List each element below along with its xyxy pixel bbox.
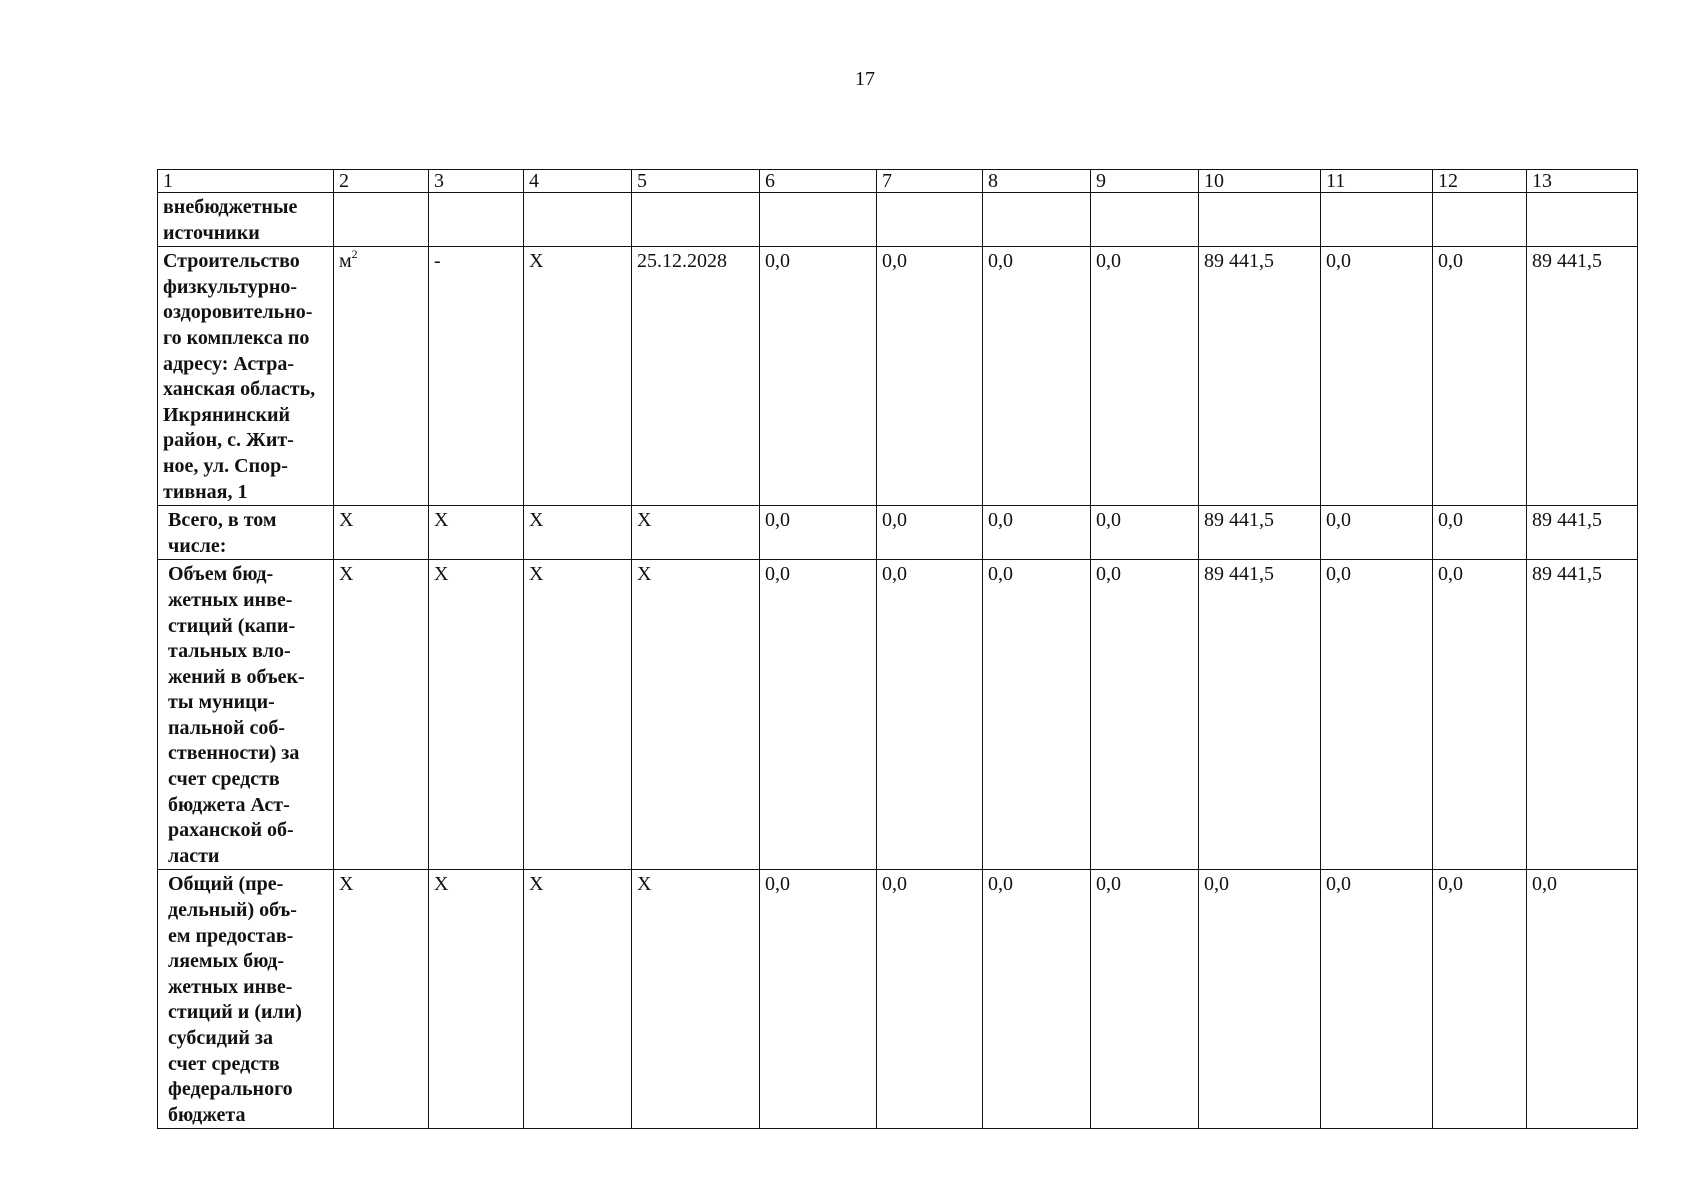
table-cell: Х: [524, 247, 632, 506]
table-cell: 0,0: [983, 247, 1091, 506]
table-cell: 0,0: [1433, 870, 1527, 1129]
table-row: [158, 560, 1638, 870]
table-cell: Х: [632, 560, 760, 870]
table-cell: 0,0: [1321, 560, 1433, 870]
table-cell: 0,0: [1321, 247, 1433, 506]
unit-superscript: 2: [351, 247, 358, 262]
table-cell: 0,0: [983, 506, 1091, 560]
table-cell: Х: [429, 560, 524, 870]
row-label-line: ласти: [168, 844, 220, 867]
table-cell: Х: [334, 560, 429, 870]
row-label-line: стиций (капи-: [168, 614, 296, 637]
table-cell: 0,0: [1091, 247, 1199, 506]
table-cell: [1321, 193, 1433, 247]
table-cell: 0,0: [877, 870, 983, 1129]
table-cell: Х: [524, 560, 632, 870]
row-label-line: ляемых бюд-: [168, 950, 285, 973]
column-number: 12: [1433, 170, 1527, 193]
table-cell: [429, 193, 524, 247]
row-label-line: го комплекса по: [163, 326, 310, 349]
table-cell: 25.12.2028: [632, 247, 760, 506]
row-label-line: оздоровительно-: [163, 301, 313, 324]
row-label-line: Объем бюд-: [168, 563, 274, 586]
table-cell: Х: [632, 870, 760, 1129]
table-cell: [1433, 193, 1527, 247]
row-label-line: дельный) объ-: [168, 899, 297, 922]
table-cell: Х: [524, 506, 632, 560]
row-label-line: тальных вло-: [168, 640, 291, 663]
table-cell: 0,0: [760, 870, 877, 1129]
column-number: 13: [1527, 170, 1638, 193]
table-cell: 0,0: [760, 247, 877, 506]
table-cell: 0,0: [1433, 506, 1527, 560]
table-row: [158, 193, 1638, 247]
row-label: [158, 193, 334, 247]
table-cell: Х: [524, 870, 632, 1129]
table-cell: 0,0: [1527, 870, 1638, 1129]
row-label-line: физкультурно-: [163, 275, 298, 298]
column-number: 2: [334, 170, 429, 193]
row-label-line: раханской об-: [168, 819, 294, 842]
table-cell: Х: [632, 506, 760, 560]
table-cell: [760, 193, 877, 247]
row-label-line: Общий (пре-: [168, 873, 284, 896]
row-label-line: числе:: [168, 534, 227, 557]
row-label-line: жетных инве-: [168, 975, 293, 998]
table-cell: [334, 193, 429, 247]
table-cell: Х: [334, 506, 429, 560]
row-label: [158, 247, 334, 506]
table-cell: [877, 193, 983, 247]
row-label-line: Икрянинский: [163, 403, 291, 426]
table-cell: [1199, 193, 1321, 247]
table-cell: 0,0: [1091, 560, 1199, 870]
table-cell: 0,0: [1321, 870, 1433, 1129]
row-label-line: субсидий за: [168, 1027, 273, 1049]
table-cell: 89 441,5: [1527, 506, 1638, 560]
row-label-line: ем предостав-: [168, 924, 294, 947]
table-cell: 0,0: [760, 560, 877, 870]
table-cell: 89 441,5: [1199, 560, 1321, 870]
column-number: 10: [1199, 170, 1321, 193]
table-cell: 0,0: [1433, 247, 1527, 506]
table-cell: 0,0: [1433, 560, 1527, 870]
row-label-line: пальной соб-: [168, 716, 286, 739]
unit-base: м: [339, 250, 352, 273]
table-cell: Х: [429, 870, 524, 1129]
table-row: [158, 870, 1638, 1129]
column-number: 9: [1091, 170, 1199, 193]
table-cell: 0,0: [1091, 506, 1199, 560]
row-label: [158, 560, 334, 870]
row-label-line: федерального: [168, 1078, 293, 1101]
column-number: 8: [983, 170, 1091, 193]
budget-investment-table: [157, 169, 1638, 1129]
table-cell: [632, 193, 760, 247]
table-cell: 0,0: [1199, 870, 1321, 1129]
column-number-row: [158, 170, 1638, 193]
row-label-line: ты муници-: [168, 691, 275, 714]
table-cell: [1091, 193, 1199, 247]
row-label-line: ханская область,: [163, 378, 316, 401]
table-cell: 0,0: [1091, 870, 1199, 1129]
page-number: 17: [855, 68, 875, 90]
row-label-line: счет средств: [168, 1052, 280, 1075]
row-label-line: стиций и (или): [168, 1001, 302, 1024]
column-number: 11: [1321, 170, 1433, 193]
table-cell: 0,0: [760, 506, 877, 560]
table-cell: -: [429, 247, 524, 506]
table-cell: 89 441,5: [1527, 560, 1638, 870]
unit-cell: [334, 247, 429, 506]
column-number: 3: [429, 170, 524, 193]
row-label-line: Всего, в том: [168, 509, 277, 532]
row-label-line: жений в объек-: [168, 665, 305, 688]
column-number: 4: [524, 170, 632, 193]
table-cell: 0,0: [877, 506, 983, 560]
table-cell: [1527, 193, 1638, 247]
column-number: 1: [158, 170, 334, 193]
row-label-line: счет средств: [168, 768, 280, 791]
table-cell: 89 441,5: [1199, 506, 1321, 560]
row-label-line: Строительство: [163, 250, 300, 273]
column-number: 6: [760, 170, 877, 193]
row-label-line: адресу: Астра-: [163, 352, 295, 375]
table-cell: 89 441,5: [1199, 247, 1321, 506]
table-cell: 0,0: [983, 870, 1091, 1129]
row-label-line: ное, ул. Спор-: [163, 454, 288, 477]
row-label-line: жетных инве-: [168, 588, 293, 611]
row-label-line: район, с. Жит-: [163, 429, 294, 452]
row-label: [158, 870, 334, 1129]
column-number: 7: [877, 170, 983, 193]
table-cell: [983, 193, 1091, 247]
row-label-line: источники: [163, 221, 260, 244]
row-label-line: внебюджетные: [163, 196, 298, 218]
table-cell: 89 441,5: [1527, 247, 1638, 506]
column-number: 5: [632, 170, 760, 193]
table-cell: 0,0: [1321, 506, 1433, 560]
row-label-line: ственности) за: [168, 742, 300, 765]
table-cell: 0,0: [983, 560, 1091, 870]
table-row: [158, 247, 1638, 506]
row-label-line: бюджета Аст-: [168, 793, 290, 816]
row-label-line: тивная, 1: [163, 480, 248, 503]
table-cell: Х: [334, 870, 429, 1129]
table-cell: Х: [429, 506, 524, 560]
row-label: [158, 506, 334, 560]
table-cell: 0,0: [877, 560, 983, 870]
table-cell: 0,0: [877, 247, 983, 506]
row-label-line: бюджета: [168, 1103, 246, 1126]
table-cell: [524, 193, 632, 247]
table-row: [158, 506, 1638, 560]
